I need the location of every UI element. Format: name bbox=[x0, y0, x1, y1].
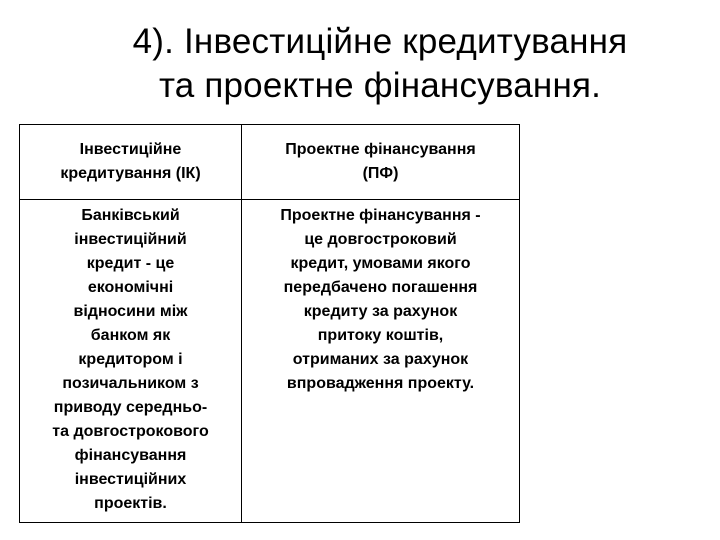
cell-project-financing-definition bbox=[242, 200, 520, 523]
cell-line: притоку коштів, bbox=[317, 327, 444, 344]
slide-title-line-2: та проектне фінансування. bbox=[158, 66, 602, 105]
cell-line: інвестиційних bbox=[74, 471, 187, 488]
cell-line: Банківський bbox=[81, 207, 180, 224]
cell-line: кредитором і bbox=[78, 351, 183, 368]
cell-line: це довгостроковий bbox=[304, 231, 457, 248]
header-project-financing bbox=[242, 125, 520, 200]
header-line: кредитування (ІК) bbox=[60, 165, 201, 182]
cell-line: кредит - це bbox=[86, 255, 175, 272]
cell-line: позичальником з bbox=[62, 375, 199, 392]
cell-line: приводу середньо- bbox=[53, 399, 208, 416]
table-row bbox=[20, 200, 520, 523]
cell-line: фінансування bbox=[74, 447, 187, 464]
header-line: Проектне фінансування bbox=[285, 141, 476, 158]
cell-line: проектів. bbox=[94, 495, 167, 512]
slide-title-line-1: 4). Інвестиційне кредитування bbox=[132, 22, 628, 61]
cell-line: та довгострокового bbox=[52, 423, 209, 440]
cell-line: передбачено погашення bbox=[283, 279, 478, 296]
cell-line: впровадження проекту. bbox=[286, 375, 475, 392]
cell-line: Проектне фінансування - bbox=[280, 207, 481, 224]
cell-investment-lending-definition bbox=[20, 200, 242, 523]
header-investment-lending bbox=[20, 125, 242, 200]
cell-line: економічні bbox=[87, 279, 174, 296]
comparison-table bbox=[19, 124, 520, 523]
cell-line: банком як bbox=[90, 327, 171, 344]
table-header-row bbox=[20, 125, 520, 200]
slide-title bbox=[40, 20, 720, 108]
cell-line: відносини між bbox=[73, 303, 188, 320]
cell-line: кредит, умовами якого bbox=[290, 255, 471, 272]
header-line: (ПФ) bbox=[362, 165, 399, 182]
cell-line: отриманих за рахунок bbox=[292, 351, 469, 368]
cell-line: кредиту за рахунок bbox=[303, 303, 458, 320]
cell-line: інвестиційний bbox=[74, 231, 187, 248]
header-line: Інвестиційне bbox=[79, 141, 182, 158]
